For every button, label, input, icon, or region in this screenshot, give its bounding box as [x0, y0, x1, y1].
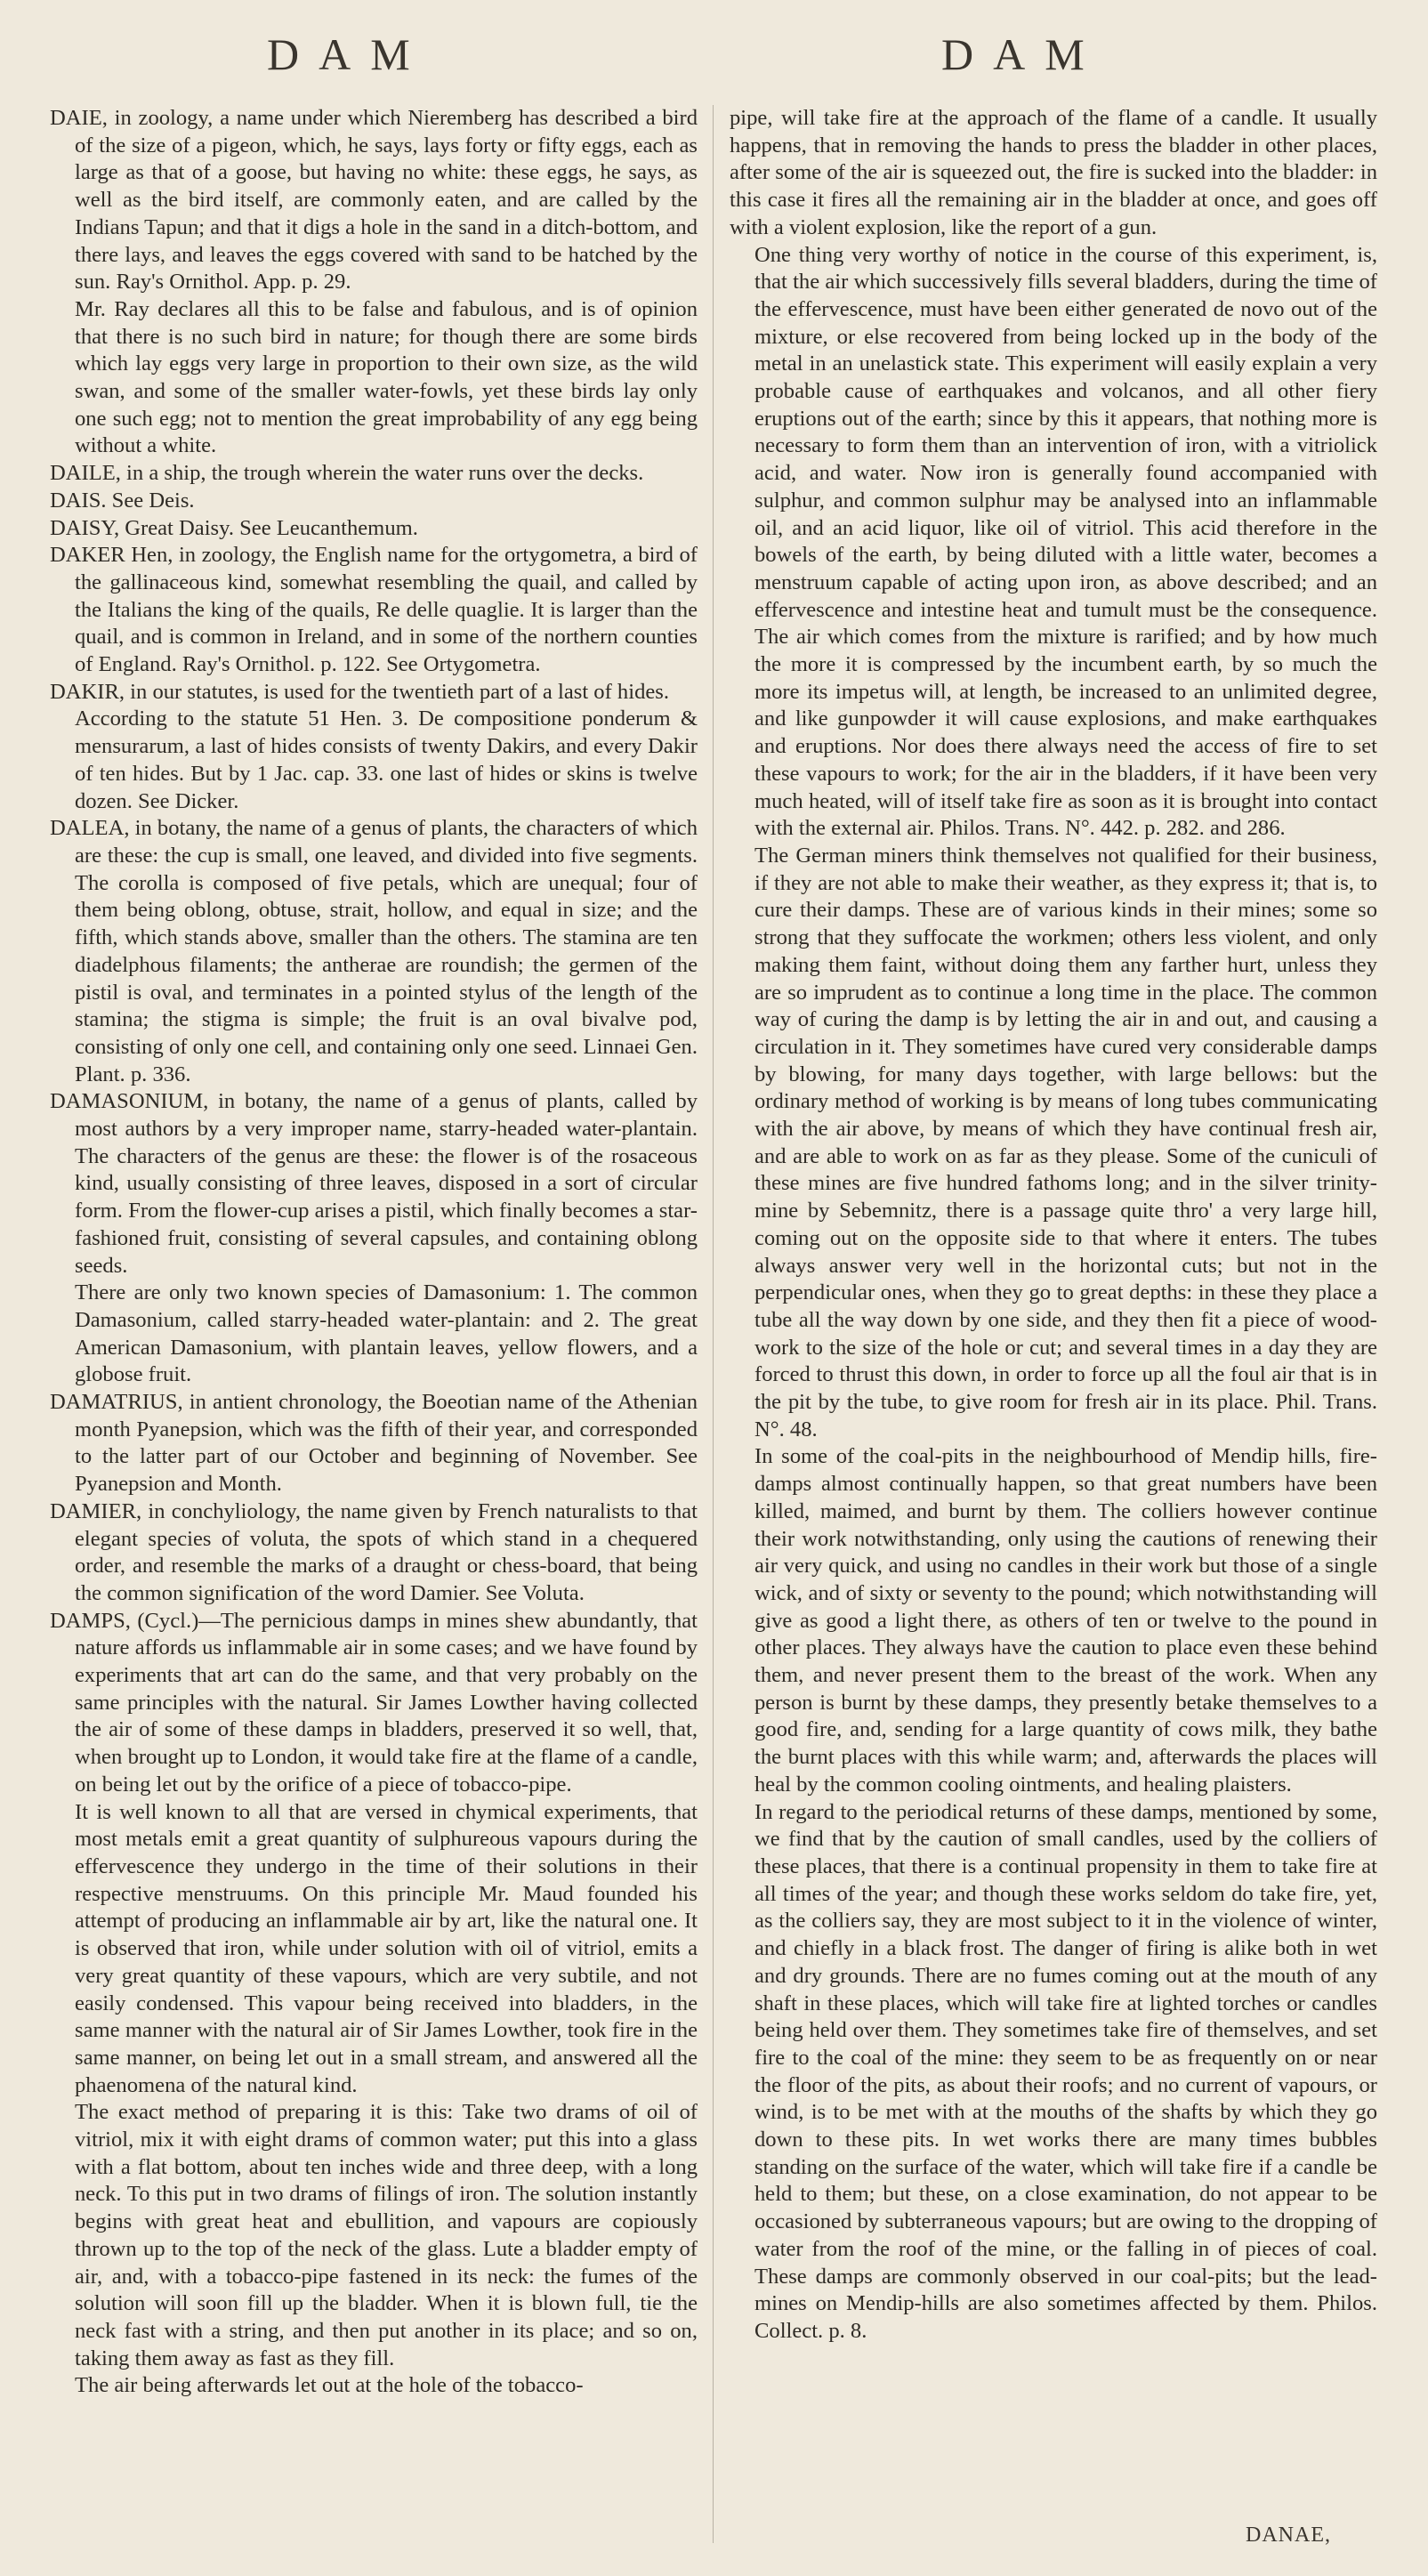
left-paragraph: It is well known to all that are versed in chymical experiments, that most metals emit a great quantity of sulphureous vapours during the effervescence they undergo in the time of their solutions in their respective menstruums. On this principle Mr. Maud founded his attempt of producing an inflammable air by art, like the natural one. It is observed that iron, while under solution with oil of vitriol, emits a very great quantity of these vapours, which are very subtile, and not easily condensed. This vapour being received into bladders, in the same manner with the natural air of Sir James Lowther, took fire in the same manner, on being let out in a small stream, and answered all the phaenomena of the natural kind.: [75, 1799, 698, 2097]
right-paragraph: One thing very worthy of notice in the course of this experiment, is, that the air which successively fills several bladders, during the time of the effervescence, must have been either generated de novo out of the mixture, or else recovered from being locked up in the body of the metal in an unelastick state. This experiment will easily explain a very probable cause of earthquakes and volcanos, and all other fiery eruptions out of the earth; since by this it appears, that nothing more is necessary to form them than an intervention of iron, with a vitriolick acid, and water. Now iron is generally found accompanied with sulphur, and common sulphur may be analysed into an inflammable oil, and an acid liquor, like oil of vitriol. This acid therefore in the bowels of the earth, by being diluted with a little water, becomes a menstruum capable of acting upon iron, as above described; and an effervescence and intestine heat and tumult must be the consequence. The air which comes from the mixture is rarified; and by how much the more it is compressed by the incumbent earth, by so much the more its impetus will, at length, be increased to an unlimited degree, and like gunpowder it will cause explosions, and make earthquakes and eruptions. Nor does there always need the access of fire to set these vapours to work; for the air in the bladders, if it have been very much heated, will of itself take fire as soon as it is brought into contact with the external air. Philos. Trans. N°. 442. p. 282. and 286.: [754, 242, 1377, 841]
left-paragraph: DAMPS, (Cycl.)—The pernicious damps in mines shew abundantly, that nature affords us inflammable air in some cases; and we have found by experiments that art can do the same, and that very probably on the same principles with the natural. Sir James Lowther having collected the air of some of these damps in bladders, preserved it so well, that, when brought up to London, it would take fire at the flame of a candle, on being let out by the orifice of a piece of tobacco-pipe.: [50, 1608, 698, 1797]
left-paragraph: DAIE, in zoology, a name under which Nieremberg has described a bird of the size of a pigeon, which, he says, lays forty or fifty eggs, each as large as that of a goose, but having no white: these eggs, he says, as well as the bird itself, are commonly eaten, and are called by the Indians Tapun; and that it digs a hole in the sand in a ditch-bottom, and there lays, and leaves the eggs covered with sand to be hatched by the sun. Ray's Ornithol. App. p. 29.: [50, 106, 698, 295]
right-paragraph: The German miners think themselves not qualified for their business, if they are not able to make their weather, as they express it; that is, to cure their damps. These are of various kinds in their mines; some so strong that they suffocate the workmen; others less violent, and only making them faint, without doing them any farther hurt, unless they are so imprudent as to continue a long time in the place. The common way of curing the damp is by letting the air in and out, and causing a circulation in it. They sometimes have cured very considerable damps by blowing, for many days together, with large bellows: but the ordinary method of working is by means of long tubes communicating with the air above, by means of which they have continual fresh air, and are able to work on as far as they please. Some of the cuniculi of these mines are five hundred fathoms long; and in the silver trinity-mine by Sebemnitz, there is a passage quite thro' a very large hill, coming out on the opposite side to that where it enters. The tubes always answer very well in the horizontal cuts; but not in the perpendicular ones, when they go to great depths: in these they place a tube all the way down by one side, and they then fit a piece of wood-work to the size of the hole or cut; and several times in a day they are forced to thrust this down, in order to force up all the foul air that is in the pit by the tube, to give room for fresh air in its place. Phil. Trans. N°. 48.: [754, 843, 1377, 1441]
right-paragraph: In regard to the periodical returns of these damps, mentioned by some, we find that by the caution of small candles, used by the colliers of these places, that there is a continual propensity in them to take fire at all times of the year; and though these works seldom do take fire, yet, as the colliers say, they are most subject to it in the violence of winter, and chiefly in a black frost. The danger of firing is alike both in wet and dry grounds. There are no fumes coming out at the mouth of any shaft in these places, which will take fire at lighted torches or candles being held over them. They sometimes take fire of themselves, and set fire to the coal of the mine: they seem to be as frequently on or near the floor of the pits, as about their roofs; and no current of vapours, or wind, is to be met with at the mouths of the shafts by which they go down to these pits. In wet works there are many times bubbles standing on the surface of the water, which will take fire if a candle be held to them; but these, on a close examination, do not appear to be occasioned by subterraneous vapours; but are owing to the dropping of water from the roof of the mine, or the falling in of pieces of coal. These damps are commonly observed in our coal-pits; but the lead-mines on Mendip-hills are also sometimes affected by them. Philos. Collect. p. 8.: [754, 1799, 1377, 2343]
left-column: [50, 105, 698, 2516]
left-paragraph: DAIS. See Deis.: [50, 488, 195, 513]
column-rule: [713, 105, 714, 2543]
left-paragraph: DAKER Hen, in zoology, the English name for the ortygometra, a bird of the gallinaceous kind, somewhat resembling the quail, and called by the Italians the king of the quails, Re delle quaglie. It is larger than the quail, and is common in Ireland, and in some of the northern counties of England. Ray's Ornithol. p. 122. See Ortygometra.: [50, 543, 698, 677]
left-paragraph: DALEA, in botany, the name of a genus of plants, the characters of which are these: the cup is small, one leaved, and divided into five segments. The corolla is composed of five petals, which are unequal; four of them being oblong, obtuse, strait, hollow, and equal in size; and the fifth, which stands above, smaller than the others. The stamina are ten diadelphous filaments; the antherae are roundish; the germen of the pistil is oval, and terminates in a pointed stylus of the length of the stamina; the stigma is simple; the fruit is an oval bivalve pod, consisting of only one cell, and containing only one seed. Linnaei Gen. Plant. p. 336.: [50, 816, 698, 1086]
left-paragraph: DAISY, Great Daisy. See Leucanthemum.: [50, 515, 418, 540]
left-paragraph: DAMASONIUM, in botany, the name of a genus of plants, called by most authors by a very improper name, starry-headed water-plantain. The characters of the genus are these: the flower is of the rosaceous kind, usually consisting of three leaves, disposed in a sort of circular form. From the flower-cup arises a pistil, which finally becomes a star-fashioned fruit, consisting of several capsules, and containing oblong seeds.: [50, 1089, 698, 1278]
running-header: [0, 28, 1428, 91]
left-paragraph: DAMIER, in conchyliology, the name given by French naturalists to that elegant species of voluta, the spots of which stand in a chequered order, and resemble the marks of a draught or chess-board, that being the common signification of the word Damier. See Voluta.: [50, 1498, 698, 1605]
catchword: DANAE,: [1246, 2524, 1331, 2547]
left-paragraph: DAMATRIUS, in antient chronology, the Boeotian name of the Athenian month Pyanepsion, which was the fifth of their year, and corresponded to the latter part of our October and beginning of November. See Pyanepsion and Month.: [50, 1390, 698, 1497]
right-paragraph: In some of the coal-pits in the neighbourhood of Mendip hills, fire-damps almost continually happen, so that great numbers have been killed, maimed, and burnt by them. The colliers however continue their work notwithstanding, only using the cautions of renewing their air very quick, and using no candles in their work but those of a single wick, and of sixty or seventy to the pound; which notwithstanding will give as good a light there, as others of ten or twelve to the pound in other places. They always have the caution to place even these behind them, and never present them to the breast of the work. When any person is burnt by these damps, they presently betake themselves to a good fire, and, sending for a large quantity of cows milk, they bathe the burnt places with this while warm; and, afterwards the places will heal by the common cooling ointments, and healing plaisters.: [754, 1444, 1377, 1797]
left-paragraph: The air being afterwards let out at the hole of the tobacco-: [75, 2373, 584, 2398]
left-paragraph: The exact method of preparing it is this: Take two drams of oil of vitriol, mix it with eight drams of common water; put this into a glass with a flat bottom, about ten inches wide and three deep, with a long neck. To this put in two drams of filings of iron. The solution instantly begins with great heat and ebullition, and vapours are copiously thrown up to the top of the neck of the glass. Lute a bladder empty of air, and, with a tobacco-pipe fastened in its neck: the fumes of the solution will soon fill up the bladder. When it is blown full, tie the neck fast with a string, and then put another in its place; and so on, taking them away as fast as they fill.: [75, 2100, 698, 2370]
left-paragraph: DAKIR, in our statutes, is used for the twentieth part of a last of hides.: [50, 679, 669, 704]
right-paragraph: pipe, will take fire at the approach of the flame of a candle. It usually happens, that in removing the hands to press the bladder in other places, after some of the air is squeezed out, the fire is sucked into the bladder: in this case it fires all the remaining air in the bladder at once, and goes off with a violent explosion, like the report of a gun.: [730, 106, 1377, 239]
left-paragraph: DAILE, in a ship, the trough wherein the water runs over the decks.: [50, 461, 644, 486]
left-paragraph: Mr. Ray declares all this to be false and fabulous, and is of opinion that there is no such bird in nature; for though there are some birds which lay eggs very large in proportion to their own size, as the wild swan, and some of the smaller water-fowls, yet these birds lay only one such egg; not to mention the great improbability of any egg being without a white.: [75, 296, 698, 458]
left-paragraph: There are only two known species of Damasonium: 1. The common Damasonium, called starry-headed water-plantain: and 2. The great American Damasonium, with plantain leaves, yellow flowers, and a globose fruit.: [75, 1280, 698, 1387]
right-column: [730, 105, 1377, 2516]
header-left: DAM: [267, 29, 430, 79]
left-paragraph: According to the statute 51 Hen. 3. De compositione ponderum & mensurarum, a last of hides consists of twenty Dakirs, and every Dakir of ten hides. But by 1 Jac. cap. 33. one last of hides or skins is twelve dozen. See Dicker.: [75, 707, 698, 813]
header-right: DAM: [941, 29, 1104, 79]
